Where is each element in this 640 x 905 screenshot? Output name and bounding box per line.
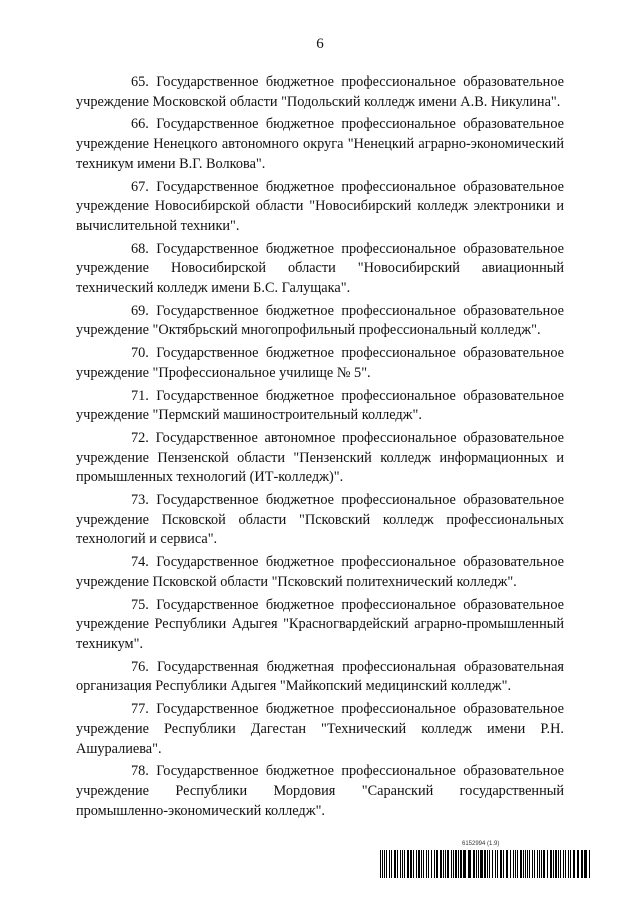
list-item: 72. Государственное автономное профессиональное образовательное учреждение Пензенской области "Пензенский колледж информационных и промышленных технологий (ИТ-колледж)". [76,430,564,486]
list-item: 68. Государственное бюджетное профессиональное образовательное учреждение Новосибирской области "Новосибирский авиационный технический колледж имени Б.С. Галущака". [76,240,564,296]
page-number: 6 [316,36,324,52]
document-body [76,73,564,825]
list-item: 77. Государственное бюджетное профессиональное образовательное учреждение Республики Дагестан "Технический колледж имени Р.Н. Ашуралиева". [76,701,564,757]
list-item: 69. Государственное бюджетное профессиональное образовательное учреждение "Октябрьский многопрофильный профессиональный колледж". [76,302,564,339]
list-item: 74. Государственное бюджетное профессиональное образовательное учреждение Псковской области "Псковский политехнический колледж". [76,554,564,590]
list-item: 71. Государственное бюджетное профессиональное образовательное учреждение "Пермский машиностроительный колледж". [76,387,564,424]
list-item: 75. Государственное бюджетное профессиональное образовательное учреждение Республики Адыгея "Красногвардейский аграрно-промышленный техникум". [76,596,564,652]
document-code: 6152994 (1.9) [462,841,500,847]
list-item: 70. Государственное бюджетное профессиональное образовательное учреждение "Профессиональное училище № 5". [76,345,564,381]
list-item: 78. Государственное бюджетное профессиональное образовательное учреждение Республики Мордовия "Саранский государственный промышленно-экономический колледж". [76,763,564,819]
list-item: 66. Государственное бюджетное профессиональное образовательное учреждение Ненецкого автономного округа "Ненецкий аграрно-экономический техникум имени В.Г. Волкова". [76,116,564,172]
list-item: 76. Государственная бюджетная профессиональная образовательная организация Республики Адыгея "Майкопский медицинский колледж". [76,658,564,695]
barcode [380,850,592,878]
list-item: 65. Государственное бюджетное профессиональное образовательное учреждение Московской области "Подольский колледж имени А.В. Никулина". [76,74,564,110]
list-item: 67. Государственное бюджетное профессиональное образовательное учреждение Новосибирской области "Новосибирский колледж электроники и вычислительной техники". [76,178,564,234]
list-item: 73. Государственное бюджетное профессиональное образовательное учреждение Псковской области "Псковский колледж профессиональных технологий и сервиса". [76,492,564,548]
